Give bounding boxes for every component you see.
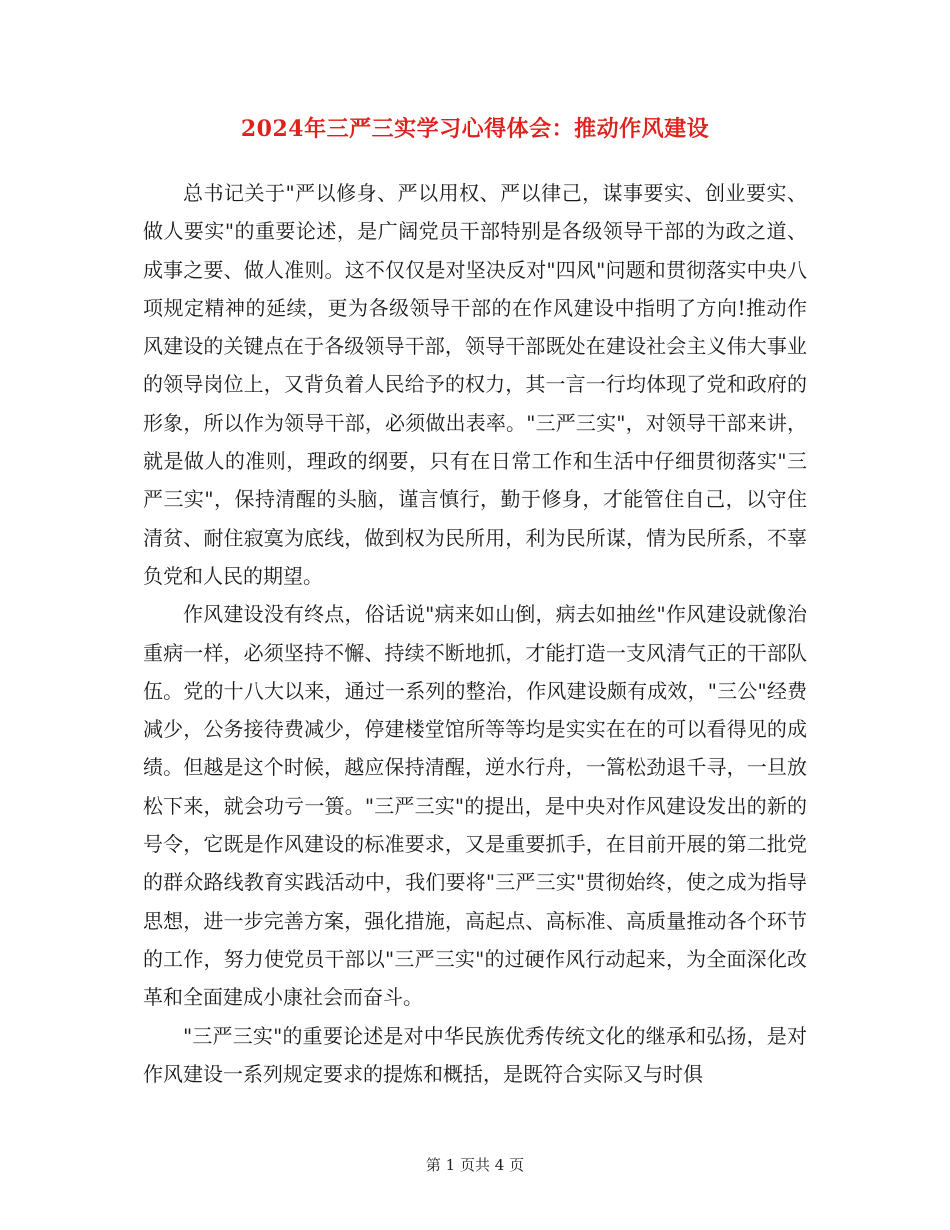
- document-body: [143, 174, 807, 1093]
- paragraph: 总书记关于"严以修身、严以用权、严以律己，谋事要实、创业要实、做人要实"的重要论述，是广阔党员干部特别是各级领导干部的为政之道、成事之要、做人准则。这不仅仅是对坚决反对"四风"问题和贯彻落实中央八项规定精神的延续，更为各级领导干部的在作风建设中指明了方向!推动作风建设的关键点在于各级领导干部，领导干部既处在建设社会主义伟大事业的领导岗位上，又背负着人民给予的权力，其一言一行均体现了党和政府的形象，所以作为领导干部，必须做出表率。"三严三实"，对领导干部来讲，就是做人的准则，理政的纲要，只有在日常工作和生活中仔细贯彻落实"三严三实"，保持清醒的头脑，谨言慎行，勤于修身，才能管住自己，以守住清贫、耐住寂寞为底线，做到权为民所用，利为民所谋，情为民所系，不辜负党和人民的期望。: [143, 181, 807, 588]
- paragraph: "三严三实"的重要论述是对中华民族优秀传统文化的继承和弘扬，是对作风建设一系列规定要求的提炼和概括，是既符合实际又与时俱: [143, 1023, 807, 1086]
- paragraph: 作风建设没有终点，俗话说"病来如山倒，病去如抽丝"作风建设就像治重病一样，必须坚持不懈、持续不断地抓，才能打造一支风清气正的干部队伍。党的十八大以来，通过一系列的整治，作风建设颇有成效，"三公"经费减少，公务接待费减少，停建楼堂馆所等等均是实实在在的可以看得见的成绩。但越是这个时候，越应保持清醒，逆水行舟，一篙松劲退千寻，一旦放松下来，就会功亏一篑。"三严三实"的提出，是中央对作风建设发出的新的号令，它既是作风建设的标准要求，又是重要抓手，在目前开展的第二批党的群众路线教育实践活动中，我们要将"三严三实"贯彻始终，使之成为指导思想，进一步完善方案，强化措施，高起点、高标准、高质量推动各个环节的工作，努力使党员干部以"三严三实"的过硬作风行动起来，为全面深化改革和全面建成小康社会而奋斗。: [143, 602, 807, 1010]
- page-number-footer: 第 1 页共 4 页: [425, 1156, 525, 1174]
- document-title: 2024年三严三实学习心得体会：推动作风建设: [240, 116, 710, 142]
